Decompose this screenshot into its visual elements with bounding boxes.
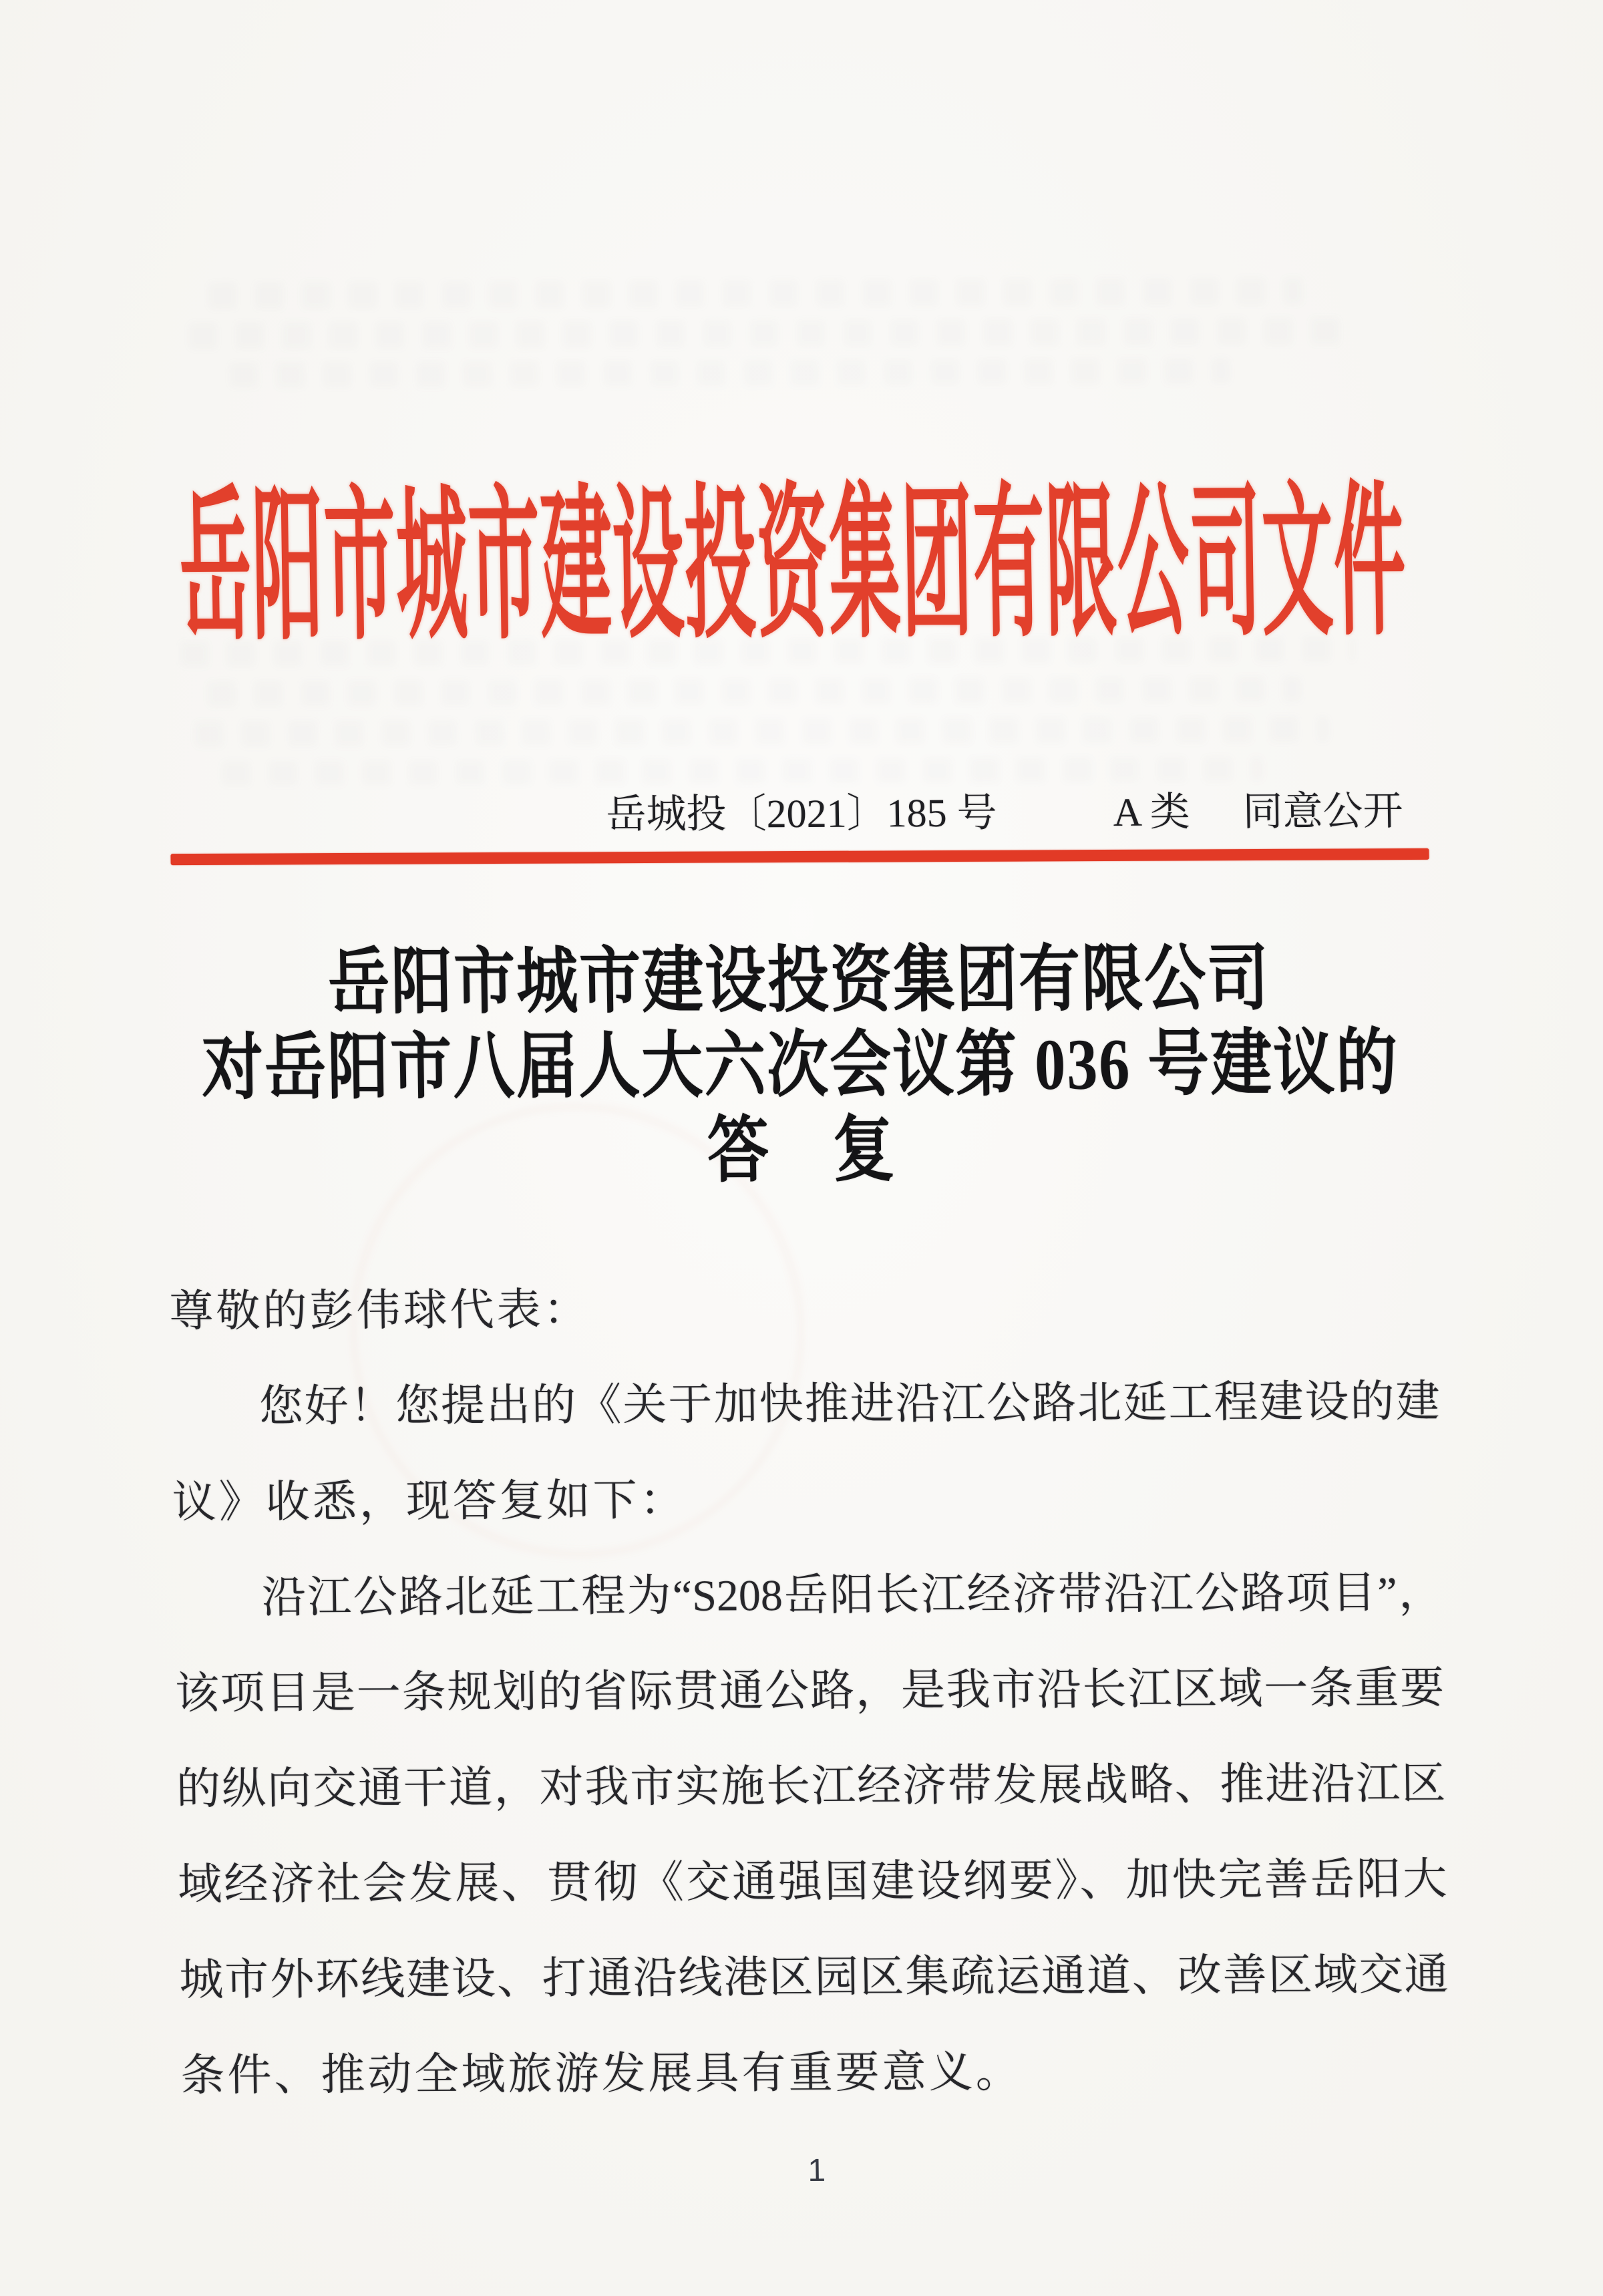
body-line: 的纵向交通干道，对我市实施长江经济带发展战略、推进沿江区 — [176, 1759, 1446, 1814]
body-line: 城市外环线建设、打通沿线港区园区集疏运通道、改善区域交通 — [178, 1950, 1449, 2005]
body-line: 您好！您提出的《关于加快推进沿江公路北延工程建设的建 — [258, 1377, 1441, 1432]
title-line-3: 答 复 — [707, 1110, 896, 1191]
body-line: 沿江公路北延工程为“S208岳阳长江经济带沿江公路项目”， — [261, 1568, 1443, 1623]
body-line: 尊敬的彭伟球代表： — [169, 1285, 591, 1337]
title-line-2: 对岳阳市八届人大六次会议第 036 号建议的 — [201, 1022, 1400, 1109]
body-line: 该项目是一条规划的省际贯通公路，是我市沿长江区域一条重要 — [174, 1663, 1445, 1719]
bleedthrough-artifact — [208, 277, 1304, 310]
body-line: 条件、推动全域旅游发展具有重要意义。 — [180, 2047, 1023, 2101]
bleedthrough-artifact — [207, 676, 1303, 707]
body-line: 议》收悉，现答复如下： — [172, 1476, 687, 1528]
bleedthrough-artifact — [188, 317, 1351, 350]
document-body — [169, 1259, 1451, 2124]
red-header-banner — [0, 428, 1596, 662]
red-divider-rule — [170, 848, 1429, 865]
title-line-1: 岳阳市城市建设投资集团有限公司 — [327, 938, 1271, 1023]
classification-label: A 类 — [1113, 790, 1191, 834]
body-line: 域经济社会发展、贯彻《交通强国建设纲要》、加快完善岳阳大 — [177, 1854, 1447, 1910]
bleedthrough-artifact — [221, 756, 1264, 786]
banner-title: 岳阳市城市建设投资集团有限公司文件 — [178, 473, 1408, 662]
classification-group — [1113, 787, 1403, 836]
doc-number-row — [0, 786, 1598, 841]
bleedthrough-artifact — [194, 716, 1330, 748]
page-number: 1 — [807, 2152, 826, 2188]
bleedthrough-artifact — [228, 357, 1231, 389]
disclosure-label: 同意公开 — [1242, 789, 1404, 834]
doc-number: 岳城投〔2021〕185 号 — [606, 790, 998, 837]
document-title — [0, 935, 1603, 1196]
